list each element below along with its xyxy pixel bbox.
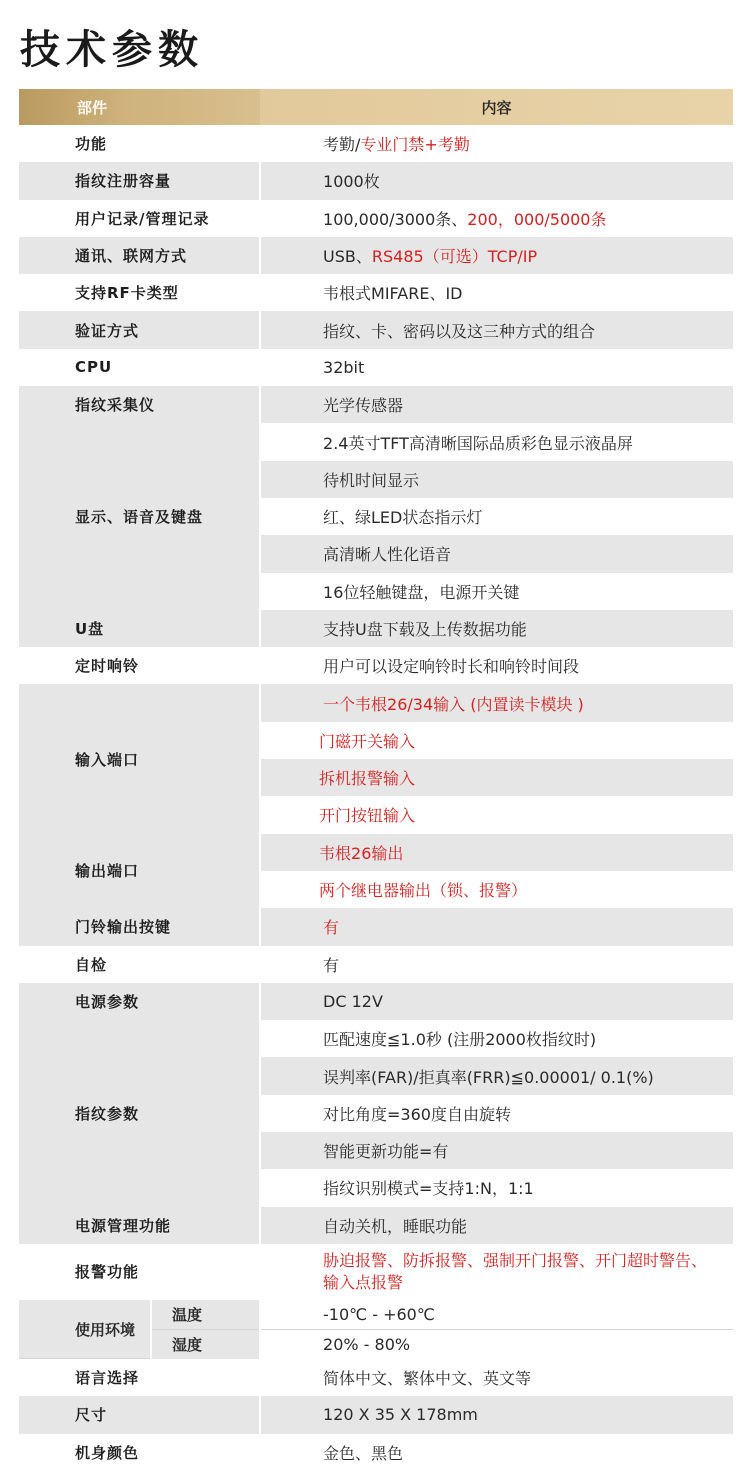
row-value: 2.4英寸TFT高清晰国际品质彩色显示液晶屏 xyxy=(260,423,733,460)
row-key: 语言选择 xyxy=(19,1359,260,1396)
table-row xyxy=(19,1396,733,1433)
table-row xyxy=(19,684,733,721)
table-row xyxy=(19,237,733,274)
header-col-part: 部件 xyxy=(19,89,260,125)
row-subkey: 温度 xyxy=(151,1300,260,1330)
row-key: 通讯、联网方式 xyxy=(19,237,260,274)
row-key: 电源参数 xyxy=(19,983,260,1020)
row-key: 尺寸 xyxy=(19,1396,260,1433)
row-value: 高清晰人性化语音 xyxy=(260,535,733,572)
table-row xyxy=(19,311,733,348)
row-value xyxy=(260,200,733,237)
table-row xyxy=(19,1300,733,1330)
table-row xyxy=(19,946,733,983)
value-part: 考勤/ xyxy=(323,135,361,155)
row-value: -10℃ - +60℃ xyxy=(260,1300,733,1330)
spec-table xyxy=(19,89,733,1471)
row-key: 用户记录/管理记录 xyxy=(19,200,260,237)
row-value: 有 xyxy=(260,908,733,945)
header-col-content: 内容 xyxy=(260,89,733,125)
row-value: 16位轻触键盘，电源开关键 xyxy=(260,573,733,610)
row-value: 拆机报警输入 xyxy=(260,759,733,796)
row-value xyxy=(260,125,733,162)
table-row xyxy=(19,349,733,386)
row-key: CPU xyxy=(19,349,260,386)
row-key: 验证方式 xyxy=(19,311,260,348)
row-value: 匹配速度≦1.0秒 (注册2000枚指纹时) xyxy=(260,1020,733,1057)
value-highlight: RS485（可选）TCP/IP xyxy=(371,247,538,267)
table-row xyxy=(19,1020,733,1057)
row-value: 对比角度=360度自由旋转 xyxy=(260,1095,733,1132)
table-row xyxy=(19,1244,733,1300)
table-row xyxy=(19,423,733,460)
value-highlight: 200，000/5000条 xyxy=(467,209,607,229)
row-key: 功能 xyxy=(19,125,260,162)
row-value: 胁迫报警、防拆报警、强制开门报警、开门超时警告、输入点报警 xyxy=(260,1244,733,1300)
row-key: 支持RF卡类型 xyxy=(19,274,260,311)
row-value: 光学传感器 xyxy=(260,386,733,423)
table-row xyxy=(19,908,733,945)
row-value: 20% - 80% xyxy=(260,1329,733,1359)
row-key: 指纹参数 xyxy=(19,1020,260,1206)
table-row xyxy=(19,386,733,423)
row-value: 门磁开关输入 xyxy=(260,722,733,759)
table-header xyxy=(19,89,733,125)
row-value: 两个继电器输出（锁、报警） xyxy=(260,871,733,908)
row-value: 简体中文、繁体中文、英文等 xyxy=(260,1359,733,1396)
table-row xyxy=(19,1207,733,1244)
row-key: 门铃输出按键 xyxy=(19,908,260,945)
row-value: 误判率(FAR)/拒真率(FRR)≦0.00001/ 0.1(%) xyxy=(260,1057,733,1094)
table-row xyxy=(19,200,733,237)
table-row xyxy=(19,983,733,1020)
row-value: 韦根式MIFARE、ID xyxy=(260,274,733,311)
row-key: 定时响铃 xyxy=(19,647,260,684)
row-value: 开门按钮输入 xyxy=(260,796,733,833)
row-value: 支持U盘下载及上传数据功能 xyxy=(260,610,733,647)
row-value: 待机时间显示 xyxy=(260,461,733,498)
row-value: DC 12V xyxy=(260,983,733,1020)
row-key: U盘 xyxy=(19,610,260,647)
row-key: 指纹采集仪 xyxy=(19,386,260,423)
value-highlight: 专业门禁+考勤 xyxy=(360,135,470,155)
row-value: 一个韦根26/34输入 (内置读卡模块 ) xyxy=(260,684,733,721)
row-key: 机身颜色 xyxy=(19,1434,260,1471)
page-title: 技术参数 xyxy=(20,27,204,73)
row-key: 显示、语音及键盘 xyxy=(19,423,260,609)
row-value: 指纹识别模式=支持1:N，1:1 xyxy=(260,1169,733,1206)
table-row xyxy=(19,1359,733,1396)
table-row xyxy=(19,1434,733,1471)
row-value: 120 X 35 X 178mm xyxy=(260,1396,733,1433)
row-key: 自检 xyxy=(19,946,260,983)
value-part: USB、 xyxy=(323,247,372,267)
row-value: 32bit xyxy=(260,349,733,386)
table-row xyxy=(19,647,733,684)
row-subkey: 湿度 xyxy=(151,1329,260,1359)
row-value: 金色、黑色 xyxy=(260,1434,733,1471)
row-key: 报警功能 xyxy=(19,1244,260,1300)
row-key: 输入端口 xyxy=(19,684,260,833)
row-value: 指纹、卡、密码以及这三种方式的组合 xyxy=(260,311,733,348)
row-value xyxy=(260,237,733,274)
row-value: 韦根26输出 xyxy=(260,834,733,871)
row-key: 输出端口 xyxy=(19,834,260,909)
table-row xyxy=(19,162,733,199)
table-row xyxy=(19,274,733,311)
row-key: 电源管理功能 xyxy=(19,1207,260,1244)
row-key: 使用环境 xyxy=(19,1300,151,1359)
table-row xyxy=(19,834,733,871)
row-value: 自动关机，睡眠功能 xyxy=(260,1207,733,1244)
table-row xyxy=(19,125,733,162)
value-part: 100,000/3000条、 xyxy=(323,209,468,229)
row-key: 指纹注册容量 xyxy=(19,162,260,199)
row-value: 有 xyxy=(260,946,733,983)
row-value: 用户可以设定响铃时长和响铃时间段 xyxy=(260,647,733,684)
row-value: 智能更新功能=有 xyxy=(260,1132,733,1169)
row-value: 1000枚 xyxy=(260,162,733,199)
table-row xyxy=(19,610,733,647)
row-value: 红、绿LED状态指示灯 xyxy=(260,498,733,535)
